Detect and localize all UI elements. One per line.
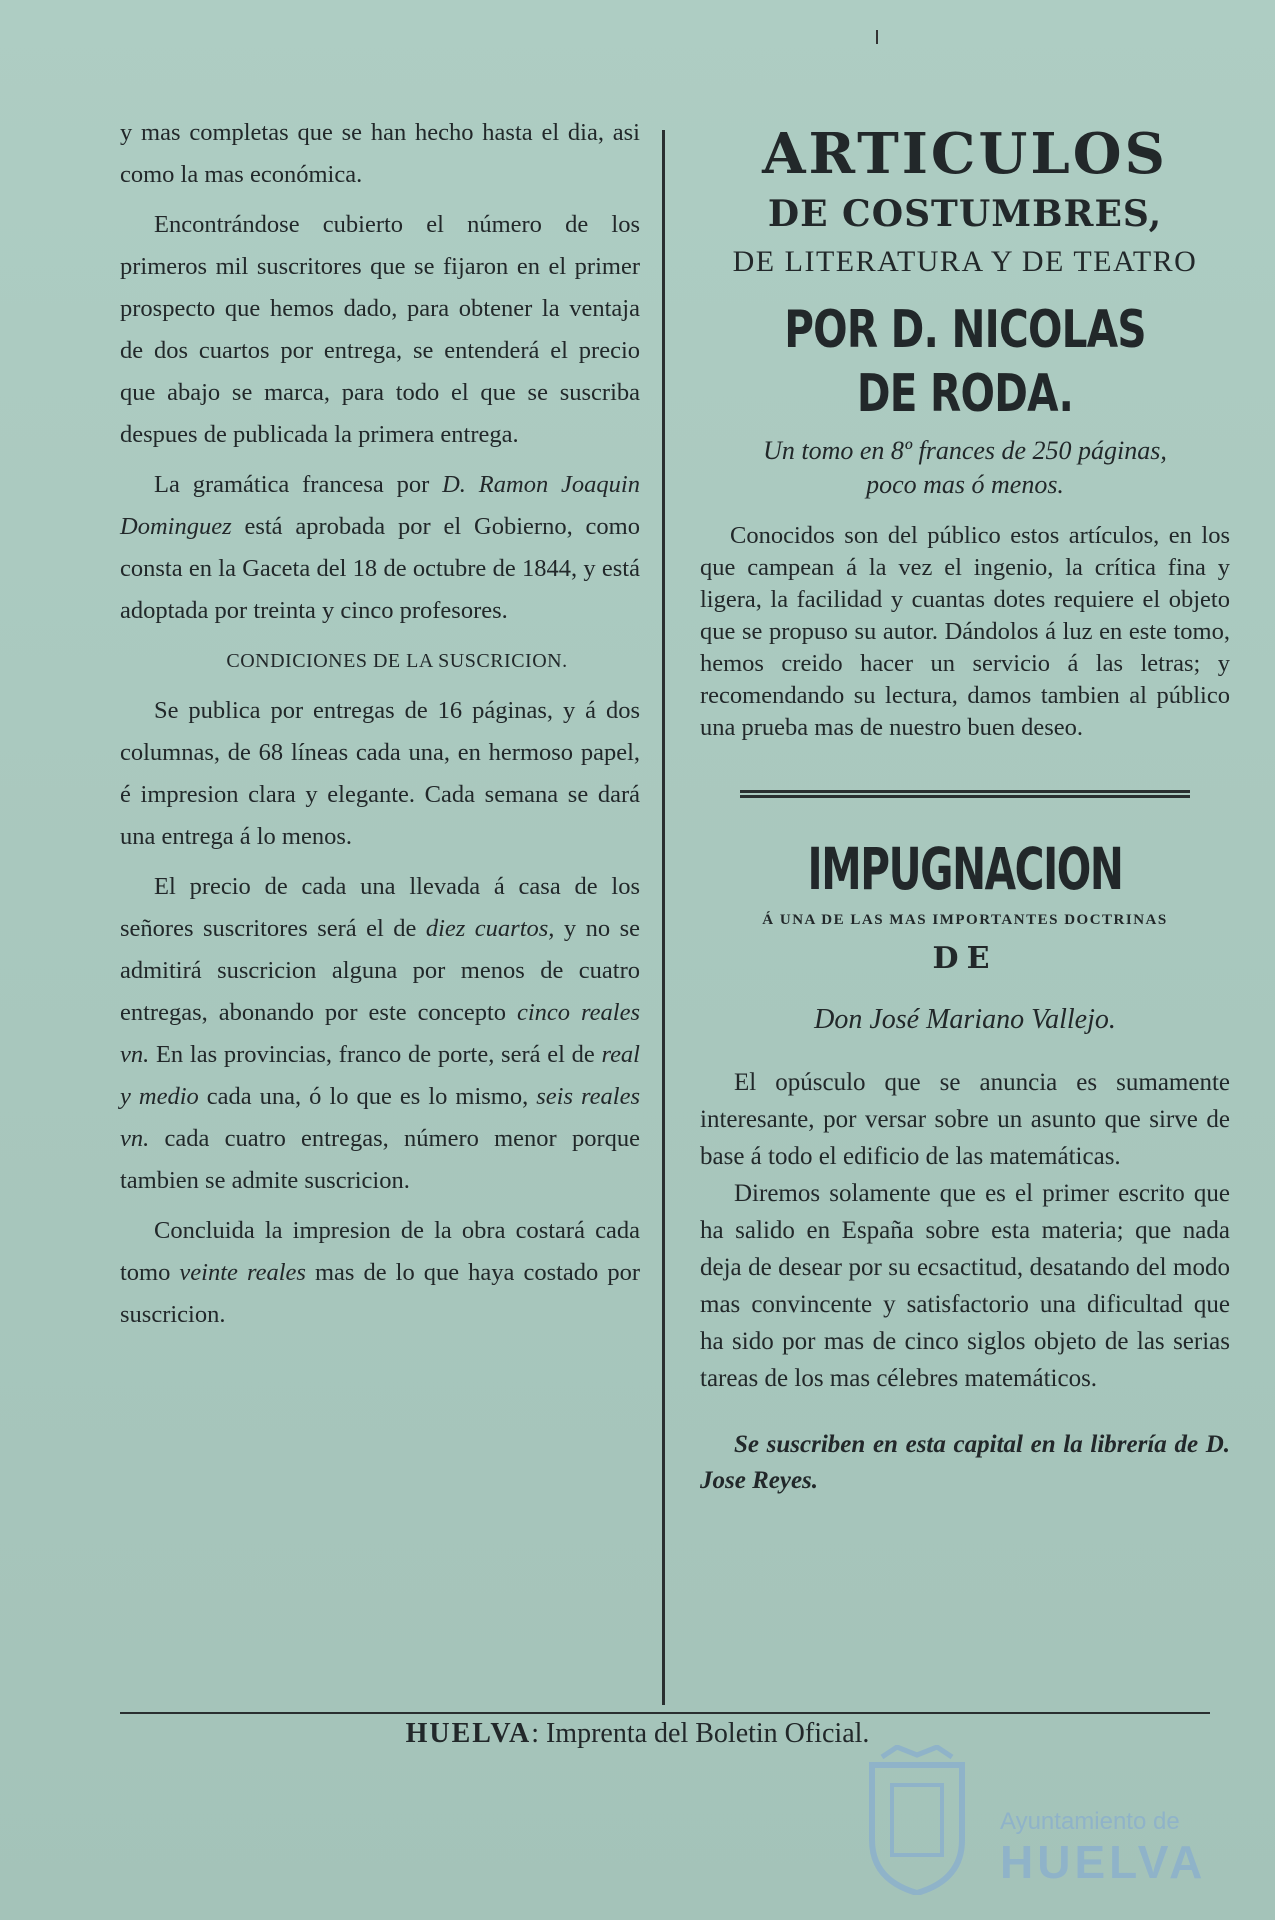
italic-price: seis reales vn. bbox=[120, 1083, 640, 1152]
coat-of-arms-icon bbox=[862, 1745, 972, 1895]
impugnacion-text-1: El opúsculo que se anuncia es sumamente interesante, por versar sobre un asunto que sirve de base á todo el edificio de las matemáticas. bbox=[700, 1069, 1230, 1170]
text-span: La gramática francesa por bbox=[154, 471, 443, 498]
italic-price: cinco reales vn. bbox=[120, 999, 640, 1068]
left-paragraph-5 bbox=[120, 866, 640, 1202]
watermark-line-2: HUELVA bbox=[1000, 1836, 1207, 1888]
italic-price: diez cuartos, bbox=[425, 915, 555, 942]
impugnacion-de: DE bbox=[932, 941, 998, 976]
impugnacion-title: IMPUGNACION bbox=[807, 835, 1123, 903]
left-column bbox=[120, 112, 640, 1344]
left-paragraph-4: Se publica por entregas de 16 páginas, y á dos columnas, de 68 líneas cada una, en hermoso papel, é impresion clara y elegante. Cada semana se dará una entrega á lo menos. bbox=[120, 697, 640, 850]
impugnacion-text-2: Diremos solamente que es el primer escrito que ha salido en España sobre esta materia; que nada deja de desear por su ecsactitud, desatando del modo mas convincente y satisfactorio una dificultad que ha sido por mas de cinco siglos objeto de las serias tareas de los mas célebres matemáticos. bbox=[700, 1180, 1230, 1392]
text-span: cada cuatro entregas, número menor porque tambien se admite suscricion. bbox=[120, 1125, 640, 1194]
watermark-line-1: Ayuntamiento de bbox=[1000, 1808, 1180, 1835]
text-span: cada una, ó lo que es lo mismo, bbox=[198, 1083, 537, 1110]
impugnacion-subtitle: Á UNA DE LAS MAS IMPORTANTES DOCTRINAS bbox=[762, 912, 1168, 928]
section-rule bbox=[740, 790, 1190, 798]
italic-author: D. Ramon Joaquin Dominguez bbox=[120, 471, 640, 540]
impugnacion-author: Don José Mariano Vallejo. bbox=[814, 1004, 1116, 1035]
articulos-subtitle-2: DE LITERATURA Y DE TEATRO bbox=[732, 245, 1198, 278]
left-paragraph-3 bbox=[120, 464, 640, 632]
footer-imprint bbox=[0, 1718, 1275, 1750]
footer-text: : Imprenta del Boletin Oficial. bbox=[531, 1718, 870, 1749]
italic-price: veinte reales bbox=[179, 1259, 306, 1286]
text-span: El precio de cada una llevada á casa de los señores suscritores será el de bbox=[120, 873, 640, 942]
footer-city: HUELVA bbox=[405, 1718, 532, 1749]
text-span: Concluida la impresion de la obra costará cada tomo bbox=[120, 1217, 640, 1286]
text-span: En las provincias, franco de porte, será el de bbox=[149, 1041, 602, 1068]
footer-rule bbox=[120, 1712, 1210, 1714]
column-divider bbox=[662, 130, 665, 1705]
articulos-subtitle: DE COSTUMBRES, bbox=[767, 193, 1163, 235]
text-span: está aprobada por el Gobierno, como consta en la Gaceta del 18 de octubre de 1844, y está adoptada por treinta y cinco profesores. bbox=[120, 513, 640, 624]
articulos-title: ARTICULOS bbox=[762, 121, 1168, 187]
page-mark bbox=[876, 30, 878, 44]
italic-price: real y medio bbox=[120, 1041, 640, 1110]
text-span: mas de lo que haya costado por suscricion. bbox=[120, 1259, 640, 1328]
conditions-heading: CONDICIONES DE LA SUSCRICION. bbox=[226, 650, 568, 672]
volume-info: Un tomo en 8º frances de 250 páginas, bbox=[763, 436, 1167, 465]
articulos-author: POR D. NICOLAS DE RODA. bbox=[784, 300, 1146, 424]
text-span: y no se admitirá suscricion alguna por menos de cuatro entregas, abonando por este concepto bbox=[120, 915, 640, 1026]
watermark bbox=[1000, 1808, 1206, 1888]
articulos-description: Conocidos son del público estos artículos, en los que campean á la vez el ingenio, la crítica fina y ligera, la facilidad y cuantas dotes requiere el objeto que se propuso su autor. Dándolos á luz en este tomo, hemos creido hacer un servicio á las letras; y recomendando su lectura, damos tambien al público una prueba mas de nuestro buen deseo. bbox=[700, 522, 1230, 741]
left-paragraph-1: y mas completas que se han hecho hasta el dia, asi como la mas económica. bbox=[120, 119, 640, 188]
left-paragraph-2: Encontrándose cubierto el número de los primeros mil suscritores que se fijaron en el primer prospecto que hemos dado, para obtener la ventaja de dos cuartos por entrega, se entenderá el precio que abajo se marca, para todo el que se suscriba despues de publicada la primera entrega. bbox=[120, 211, 640, 448]
left-paragraph-6 bbox=[120, 1210, 640, 1336]
volume-info-2: poco mas ó menos. bbox=[866, 470, 1064, 499]
right-column bbox=[700, 122, 1230, 1499]
subscription-note: Se suscriben en esta capital en la librería de D. Jose Reyes. bbox=[700, 1431, 1230, 1494]
